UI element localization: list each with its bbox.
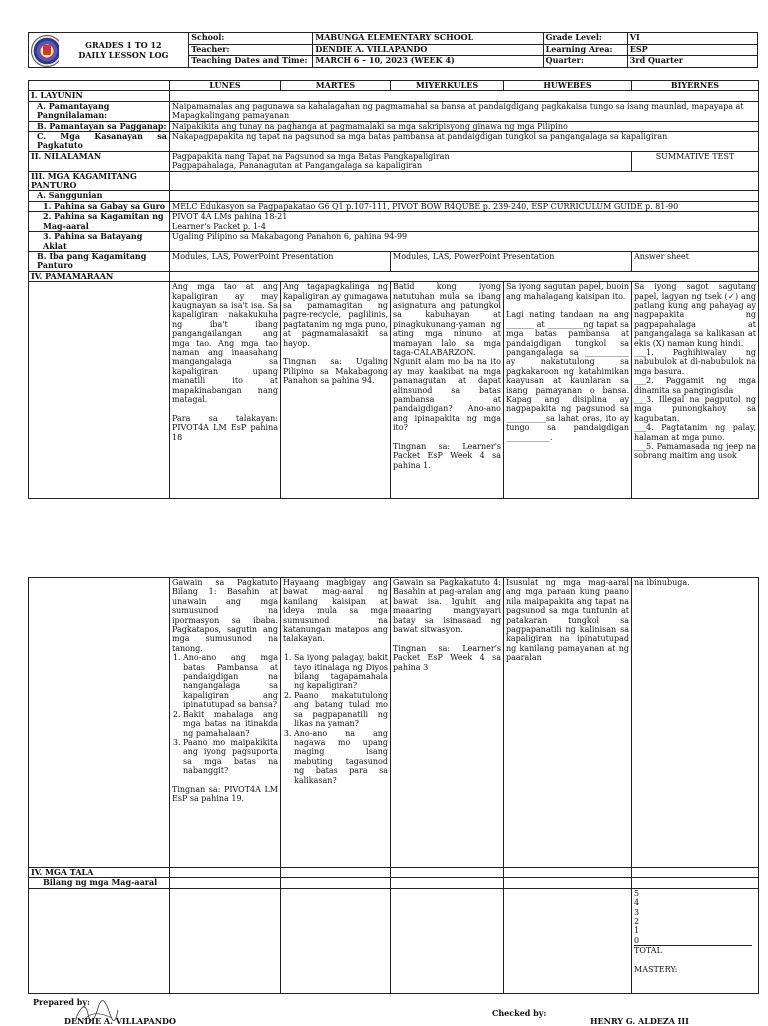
procedure-lunes: Ang mga tao at ang kapaligiran ay may kaugnayan sa isa't isa. Sa kapaligiran nakakukuha ng iba't ibang pangangailangan ang mga tao. Ang mga tao naman ang inaasahang mangangalaga sa kapaligiran upang manatili ito at mapakinabangan nang matagal. Para sa talakayan: PIVOT4A LM EsP pahina 18 <box>170 282 281 499</box>
score-1: 1 <box>634 926 640 936</box>
summative-test: SUMMATIVE TEST <box>632 151 759 171</box>
biyernes-item: ___3. Illegal na pagputol ng mga punongkahoy sa kagubatan. <box>634 395 756 423</box>
form-title <box>59 33 189 68</box>
layunin-label: I. LAYUNIN <box>29 91 170 101</box>
teaching-dates-value: MARCH 6 – 10, 2023 (WEEK 4) <box>313 56 543 68</box>
mga-tala-label: IV. MGA TALA <box>29 868 170 878</box>
question-item: 1. Ano-ano ang mga batas Pambansa at pandaigdigan na nangangalaga sa kapaligiran ang ipinatutupad sa bansa? <box>183 653 278 709</box>
activity-lunes-questions <box>172 653 278 775</box>
mastery-label: MASTERY: <box>634 964 678 974</box>
question-item: 2. Bakit mahalaga ang mga batas na itinakda ng pamahalaan? <box>183 710 278 738</box>
day-miyerkules: MIYERKULES <box>391 81 504 91</box>
kagamitang-panturo-label: III. MGA KAGAMITANG PANTURO <box>29 171 170 191</box>
iba-pang-kagamitan-value-2: Modules, LAS, PowerPoint Presentation <box>391 251 632 271</box>
kagamitan-mag-aaral-label: 2. Pahina sa Kagamitan ng Mag-aaral <box>29 212 170 232</box>
nilalaman-label: II. NILALAMAN <box>29 151 170 171</box>
school-label: School: <box>189 33 313 45</box>
kasanayan-value: Nakapagpapakita ng tapat na pagsunod sa mga batas pambansa at pandaigdigan tungkol sa pangangalaga sa kapaligiran <box>170 132 759 152</box>
total-label: TOTAL <box>634 946 662 956</box>
nilalaman-line2: Pagpapahalaga, Pananagutan at Pangangalaga sa kapaligiran <box>172 161 423 171</box>
nilalaman-value <box>170 151 632 171</box>
gabay-guro-label: 1. Pahina sa Gabay sa Guro <box>29 201 170 211</box>
activity-huwebes: Isusulat ng mga mag-aaral ang mga paraan kung paano nila maipapakita ang tapat na pagsunod sa mga tuntunin at patakaran tungkol sa pagpapanatili ng kalinisan sa kapaligiran na ipinatutupad ng kanilang pamayanan at ng paaralan <box>504 578 632 868</box>
form-title-line2: DAILY LESSON LOG <box>78 50 169 60</box>
pamantayang-pangnilalaman-value: Naipamamalas ang pagunawa sa kahalagahan ng pagmamahal sa bansa at pandaigdigang pagkakaisa tungo sa isang maunlad, mapayapa at Mapagkalingang pamayanan <box>170 101 759 121</box>
biyernes-item: ___4. Pagtatanim ng palay, halaman at mga puno. <box>634 423 756 442</box>
score-4: 4 <box>634 898 640 908</box>
days-header-row <box>29 81 759 91</box>
lesson-table-part1 <box>28 80 759 499</box>
question-item: 1. Sa iyong palagay, bakit tayo itinalaga ng Diyos bilang tagapamahala ng kapaligiran? <box>294 653 388 691</box>
pamantayan-pagganap-value: Naipakikita ang tunay na paghanga at pagmamalaki sa mga sakripisyong ginawa ng mga Pilipino <box>170 121 759 131</box>
prepared-by-label: Prepared by: <box>33 997 90 1007</box>
day-biyernes: BIYERNES <box>632 81 759 91</box>
teaching-dates-label: Teaching Dates and Time: <box>189 56 313 68</box>
iba-pang-kagamitan-value-3: Answer sheet <box>632 251 759 271</box>
question-item: 3. Ano-ano na ang nagawa mo upang maging isang mabuting tagasunod ng batas para sa kalikasan? <box>294 729 388 785</box>
grade-level-label: Grade Level: <box>543 33 627 45</box>
bilang-mag-aaral-label: Bilang ng mga Mag-aaral <box>29 878 170 888</box>
form-title-line1: GRADES 1 TO 12 <box>85 40 162 50</box>
lesson-table-part2 <box>28 577 759 994</box>
activity-martes <box>281 578 391 868</box>
nilalaman-line1: Pagpapakita nang Tapat na Pagsunod sa mga Batas Pangkapaligiran <box>172 151 450 161</box>
learning-area-value: ESP <box>627 44 757 56</box>
checked-by-label: Checked by: <box>492 1008 547 1018</box>
day-lunes: LUNES <box>170 81 281 91</box>
procedure-huwebes: Sa iyong sagutan papel, buoin ang mahalagang kaisipan ito. Lagi nating tandaan na ang _______ at _________ng tapat sa mga batas pambansa at pandaigdigan tungkol sa pangangalaga sa ___________ ay nakatutulong sa pagkakaroon ng katahimikan kaayusan at kaunlaran sa isang pamayanan o bansa. Kapag ang disiplina ay nagpapakita ng pagsunod sa __________sa lahat oras, ito ay tungo sa pandaigdigan ___________. <box>504 282 632 499</box>
checked-by-name: HENRY G. ALDEZA III <box>590 1016 689 1026</box>
learning-area-label: Learning Area: <box>543 44 627 56</box>
batayang-aklat-label: 3. Pahina sa Batayang Aklat <box>29 232 170 252</box>
teacher-value: DENDIE A. VILLAPANDO <box>313 44 543 56</box>
seal-icon <box>31 35 59 67</box>
score-5: 5 <box>634 888 640 898</box>
activity-martes-intro: Hayaang magbigay ang bawat mag-aaral ng kanilang kaisipan at ideya mula sa mga sumusunod na katanungan matapos ang talakayan. <box>283 578 388 644</box>
biyernes-item: ___1. Paghihiwalay ng nabubulok at di-nabubulok na mga basura. <box>634 347 756 376</box>
biyernes-item: ___2. Paggamit ng mga dinamita sa pangingisda <box>634 376 756 395</box>
iba-pang-kagamitan-value-1: Modules, LAS, PowerPoint Presentation <box>170 251 391 271</box>
biyernes-item: ___5. Pamamasada ng jeep na sobrang maitim ang usok <box>634 442 756 461</box>
day-huwebes: HUWEBES <box>504 81 632 91</box>
score-tally <box>632 888 759 993</box>
question-item: 3. Paano mo maipakikita ang iyong pagsuporta sa mga batas na nabanggit? <box>183 738 278 776</box>
pamantayan-pagganap-label: B. Pamantayan sa Pagganap: <box>29 121 170 131</box>
grade-level-value: VI <box>627 33 757 45</box>
day-martes: MARTES <box>281 81 391 91</box>
quarter-label: Quarter: <box>543 56 627 68</box>
activity-martes-questions <box>283 653 388 785</box>
activity-miyerkules: Gawain sa Pagkakatuto 4: Basahin at pag-aralan ang bawat isa. Iguhit ang maaaring mangyayari batay sa isinasaad ng bawat sitwasyon. Tingnan sa: Learner's Packet EsP Week 4 sa pahina 3 <box>391 578 504 868</box>
iba-pang-kagamitan-label: B. Iba pang Kagamitang Panturo <box>29 251 170 271</box>
score-0: 0 <box>634 936 752 946</box>
score-3: 3 <box>634 907 640 917</box>
pamantayang-pangnilalaman-label: A. Pamantayang Pangnilalaman: <box>29 101 170 121</box>
kagamitan-mag-aaral-line1: PIVOT 4A LMs pahina 18-21 <box>172 212 288 222</box>
header-table <box>28 32 758 68</box>
kagamitan-mag-aaral-value <box>170 212 759 232</box>
batayang-aklat-value: Ugaling Pilipino sa Makabagong Panahon 6, pahina 94-99 <box>170 232 759 252</box>
procedure-biyernes <box>632 282 759 499</box>
quarter-value: 3rd Quarter <box>627 56 757 68</box>
kagamitan-mag-aaral-line2: Learner's Packet p. 1-4 <box>172 221 266 231</box>
activity-lunes-intro: Gawain sa Pagkatuto Bilang 1: Basahin at unawain ang mga sumusunod na ipormasyon sa ibaba. Pagkatapos, sagutin ang mga sumusunod na tanong. <box>172 578 278 653</box>
school-value: MABUNGA ELEMENTARY SCHOOL <box>313 33 543 45</box>
procedure-martes: Ang tagapagkalinga ng kapaligiran ay gumagawa sa pamamagitan ng pagre-recycle, paglilinis, pagtatanim ng mga puno, at pagmamalasakit sa hayop. Tingnan sa: Ugaling Pilipino sa Makabagong Panahon sa pahina 94. <box>281 282 391 499</box>
activity-biyernes: na ibinubuga. <box>632 578 759 868</box>
sanggunian-label: A. Sanggunian <box>29 191 170 201</box>
kasanayan-label: C. Mga Kasanayan sa Pagkatuto <box>29 132 170 152</box>
score-2: 2 <box>634 917 640 927</box>
biyernes-intro: Sa iyong sagot sagutang papel, lagyan ng tsek (✓) ang patlang kung ang pahayag ay nagpapakita ng pagpapahalaga at pangangalaga sa kalikasan at ekis (X) naman kung hindi. <box>634 282 756 348</box>
deped-seal-logo <box>29 33 59 68</box>
question-item: 2. Paano makatutulong ang batang tulad mo sa pagpapanatili ng likas na yaman? <box>294 691 388 729</box>
pamamaraan-label: IV. PAMAMARAAN <box>29 271 170 281</box>
teacher-label: Teacher: <box>189 44 313 56</box>
procedure-miyerkules: Batid kong iyong natutuhan mula sa ibang asignatura ang patungkol sa kabuhayan at pinagkukunang-yaman ng ating mga ninuno at mamayan lalo sa mga taga-CALABARZON. Ngunit alam mo ba na ito ay may kaakibat na mga pananagutan at dapat alinsunod sa batas pambansa at pandaigdigan? Ano-ano ang ipinapakita ng mga ito? Tingnan sa: Learner's Packet EsP Week 4 sa pahina 1. <box>391 282 504 499</box>
gabay-guro-value: MELC Edukasyon sa Pagpapakatao G6 Q1 p.107-111, PIVOT BOW R4QUBE p. 239-240, ESP CURRICULUM GUIDE p. 81-90 <box>170 201 759 211</box>
activity-lunes <box>170 578 281 868</box>
prepared-by-name: DENDIE A. VILLAPANDO <box>64 1016 176 1026</box>
activity-lunes-ref: Tingnan sa: PIVOT4A LM EsP sa pahina 19. <box>172 784 278 804</box>
